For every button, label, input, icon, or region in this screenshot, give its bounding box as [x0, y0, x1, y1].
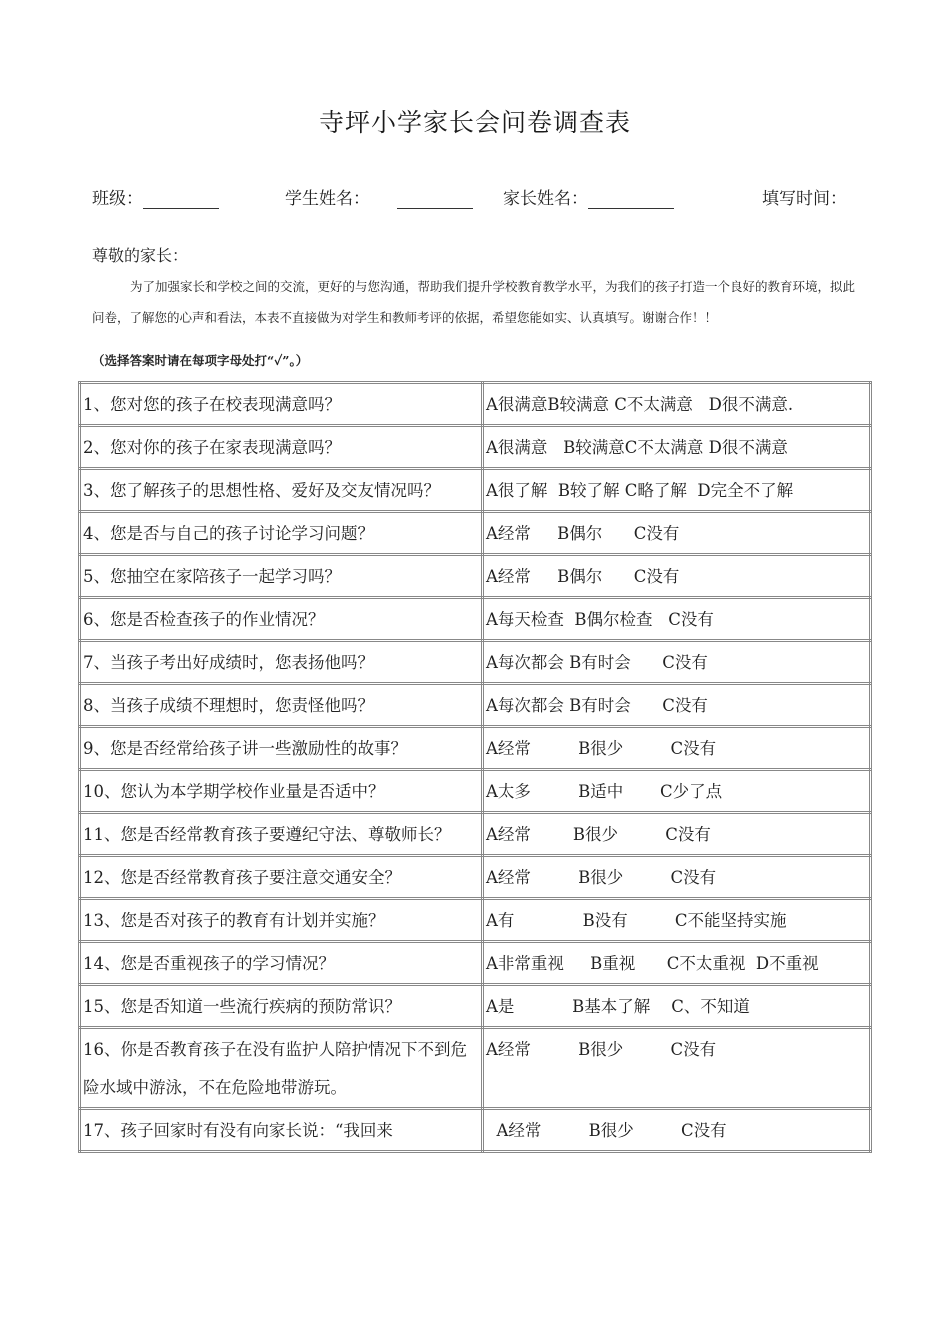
question-text: 11、您是否经常教育孩子要遵纪守法、尊敬师长？ — [80, 813, 483, 856]
question-row — [80, 383, 871, 426]
question-row — [80, 512, 871, 555]
student-name-field — [285, 184, 473, 209]
question-text: 6、您是否检查孩子的作业情况？ — [80, 598, 483, 641]
answer-options[interactable]: A很满意 B较满意C不太满意 D很不满意 — [483, 426, 871, 469]
question-row — [80, 1109, 871, 1152]
question-text: 1、您对您的孩子在校表现满意吗？ — [80, 383, 483, 426]
parent-name-blank[interactable] — [588, 190, 674, 209]
question-row — [80, 813, 871, 856]
question-row — [80, 899, 871, 942]
question-row — [80, 856, 871, 899]
question-text: 16、你是否教育孩子在没有监护人陪护情况下不到危险水域中游泳，不在危险地带游玩。 — [80, 1028, 483, 1109]
parent-name-label: 家长姓名： — [503, 189, 588, 209]
student-name-blank[interactable] — [397, 190, 473, 209]
question-text: 3、您了解孩子的思想性格、爱好及交友情况吗？ — [80, 469, 483, 512]
question-row — [80, 942, 871, 985]
question-text: 2、您对你的孩子在家表现满意吗？ — [80, 426, 483, 469]
answer-options[interactable]: A每次都会 B有时会 C没有 — [483, 684, 871, 727]
answer-options[interactable]: A每天检查 B偶尔检查 C没有 — [483, 598, 871, 641]
question-text: 5、您抽空在家陪孩子一起学习吗？ — [80, 555, 483, 598]
question-row — [80, 770, 871, 813]
question-text: 10、您认为本学期学校作业量是否适中？ — [80, 770, 483, 813]
answer-options[interactable]: A非常重视 B重视 C不太重视 D不重视 — [483, 942, 871, 985]
survey-table — [78, 381, 872, 1153]
answer-options[interactable]: A有 B没有 C不能坚持实施 — [483, 899, 871, 942]
answer-options[interactable]: A经常 B很少 C没有 — [483, 856, 871, 899]
question-text: 12、您是否经常教育孩子要注意交通安全？ — [80, 856, 483, 899]
answer-options[interactable]: A经常 B很少 C没有 — [483, 1028, 871, 1109]
question-row — [80, 598, 871, 641]
question-row — [80, 426, 871, 469]
greeting: 尊敬的家长： — [92, 246, 189, 265]
answer-options[interactable]: A经常 B偶尔 C没有 — [483, 512, 871, 555]
answer-options[interactable]: A太多 B适中 C少了点 — [483, 770, 871, 813]
question-text: 15、您是否知道一些流行疾病的预防常识？ — [80, 985, 483, 1028]
question-row — [80, 641, 871, 684]
question-text: 8、当孩子成绩不理想时，您责怪他吗？ — [80, 684, 483, 727]
answer-options[interactable]: A很了解 B较了解 C略了解 D完全不了解 — [483, 469, 871, 512]
page-title: 寺坪小学家长会问卷调查表 — [318, 108, 631, 137]
answer-options[interactable]: A经常 B偶尔 C没有 — [483, 555, 871, 598]
answer-options[interactable]: A经常 B很少 C没有 — [483, 1109, 871, 1152]
answer-options[interactable]: A很满意B较满意 C不太满意 D很不满意. — [483, 383, 871, 426]
answer-options[interactable]: A每次都会 B有时会 C没有 — [483, 641, 871, 684]
question-text: 17、孩子回家时有没有向家长说：“我回来 — [80, 1109, 483, 1152]
question-text: 9、您是否经常给孩子讲一些激励性的故事？ — [80, 727, 483, 770]
question-text: 4、您是否与自己的孩子讨论学习问题？ — [80, 512, 483, 555]
answer-options[interactable]: A是 B基本了解 C、不知道 — [483, 985, 871, 1028]
question-text: 7、当孩子考出好成绩时，您表扬他吗？ — [80, 641, 483, 684]
student-name-label: 学生姓名： — [285, 189, 370, 209]
answer-options[interactable]: A经常 B很少 C没有 — [483, 813, 871, 856]
class-field — [92, 184, 219, 209]
intro-paragraph: 为了加强家长和学校之间的交流，更好的与您沟通，帮助我们提升学校教育教学水平，为我们的孩子打造一个良好的教育环境，拟此问卷，了解您的心声和看法，本表不直接做为对学生和教师考评的依据，希望您能如实、认真填写。谢谢合作！！ — [92, 279, 856, 325]
question-row — [80, 469, 871, 512]
question-text: 14、您是否重视孩子的学习情况？ — [80, 942, 483, 985]
question-text: 13、您是否对孩子的教育有计划并实施？ — [80, 899, 483, 942]
answer-options[interactable]: A经常 B很少 C没有 — [483, 727, 871, 770]
class-label: 班级： — [92, 189, 143, 209]
date-label: 填写时间： — [762, 189, 847, 209]
question-row — [80, 684, 871, 727]
question-row — [80, 985, 871, 1028]
answer-note: （选择答案时请在每项字母处打“✓”。） — [92, 353, 309, 368]
question-row — [80, 555, 871, 598]
question-row — [80, 727, 871, 770]
date-field — [762, 184, 847, 209]
class-blank[interactable] — [143, 190, 219, 209]
question-row — [80, 1028, 871, 1109]
parent-name-field — [503, 184, 674, 209]
